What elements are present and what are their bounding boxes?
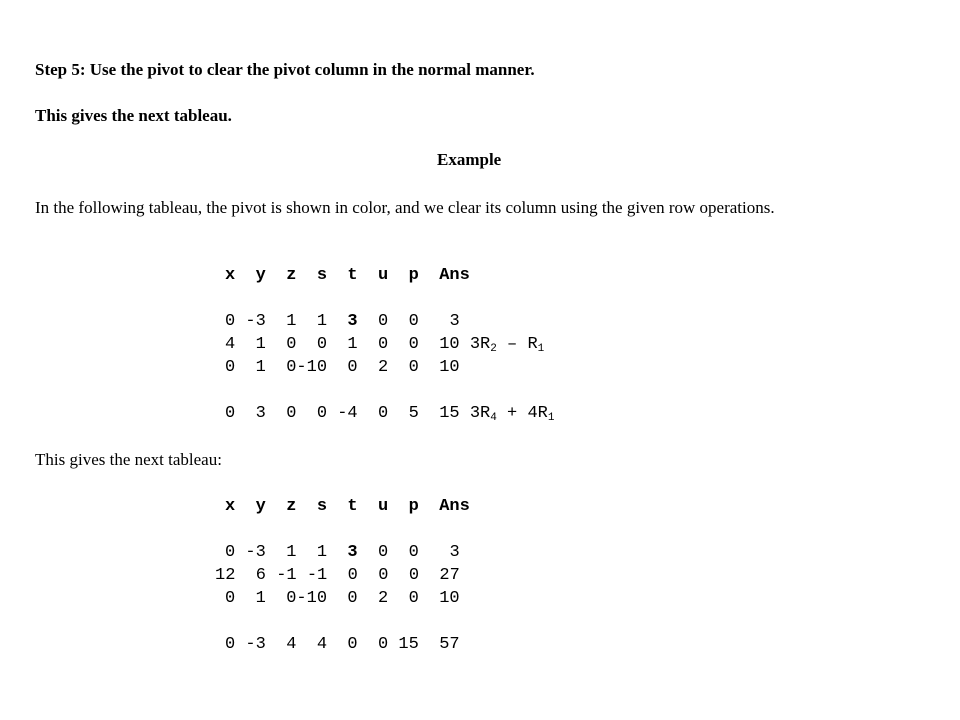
step-heading: Step 5: Use the pivot to clear the pivot column in the normal manner. [35, 60, 535, 79]
pivot-entry: 3 [347, 312, 358, 331]
tableau2-row-3 [225, 587, 460, 610]
row-cells: 0 1 0-10 0 2 0 10 [225, 589, 460, 608]
row-cells: 0 -3 1 1 [225, 312, 348, 331]
next-tableau-intro: This gives the next tableau: [35, 450, 222, 469]
tableau1-row-3 [225, 356, 460, 379]
tableau1-header: x y z s t u p Ans [225, 266, 470, 285]
row-cells: 4 1 0 0 1 0 0 10 [225, 335, 470, 354]
tableau2-header: x y z s t u p Ans [225, 497, 470, 516]
row-cells: 12 6 -1 -1 0 0 0 27 [215, 566, 460, 585]
example-title: Example [437, 150, 502, 169]
row-cells: 0 1 0-10 0 2 0 10 [225, 358, 460, 377]
row-cells: 0 0 3 [357, 312, 460, 331]
tableau1-row-1 [225, 310, 460, 333]
row-operation: $3R_4 + 4R_1$ [469, 404, 555, 424]
row-cells: 0 0 3 [357, 543, 460, 562]
next-tableau-heading: This gives the next tableau. [35, 106, 232, 125]
tableau2-objective-row [225, 633, 460, 656]
intro-paragraph: In the following tableau, the pivot is shown in color, and we clear its column using the given row operations. [35, 198, 775, 217]
row-cells: 0 -3 4 4 0 0 15 57 [225, 635, 460, 654]
row-cells: 0 -3 1 1 [225, 543, 348, 562]
row-cells: 0 3 0 0 -4 0 5 15 [225, 404, 470, 423]
row-operation: $3R_2 - R_1$ [469, 335, 545, 355]
tableau1-row-2 [225, 333, 544, 356]
tableau2-row-2 [215, 564, 460, 587]
tableau2-row-1 [225, 541, 460, 564]
tableau1-objective-row [225, 402, 554, 425]
pivot-entry: 3 [347, 543, 358, 562]
